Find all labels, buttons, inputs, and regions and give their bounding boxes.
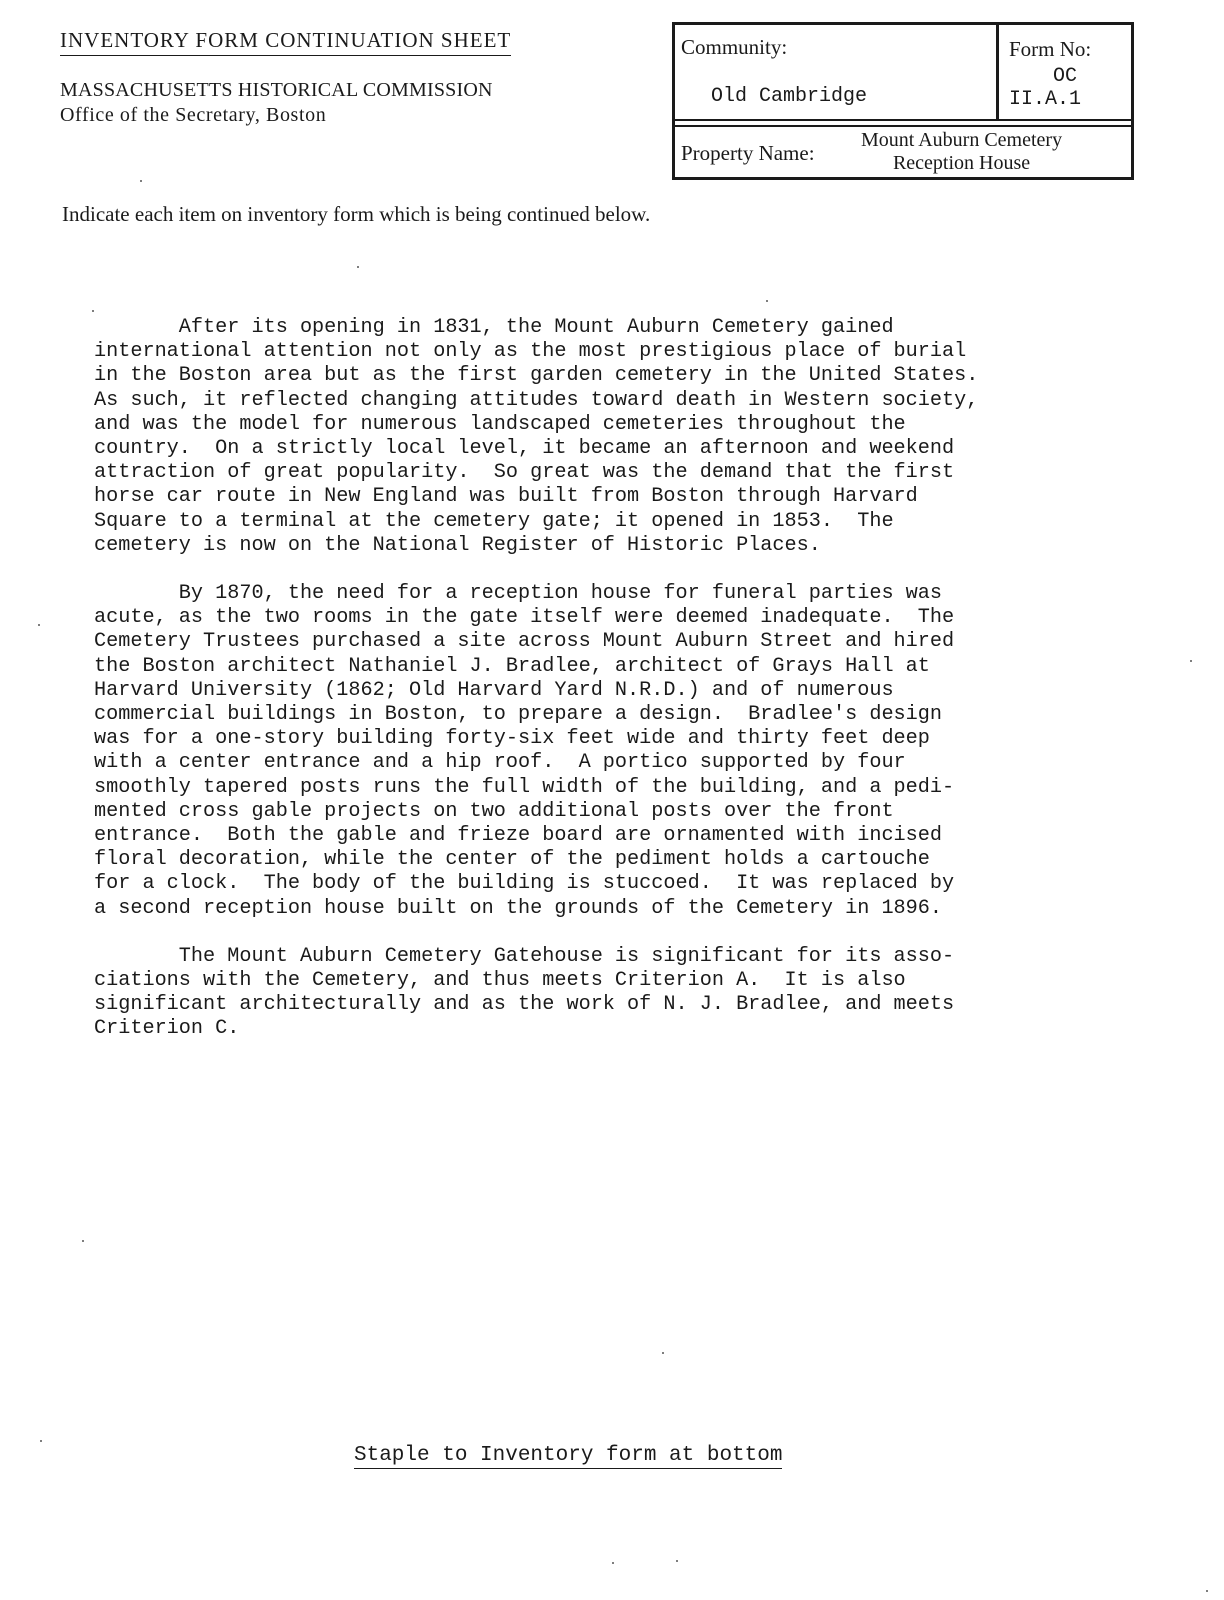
property-name-label: Property Name: [681,141,815,165]
property-name-line-1: Mount Auburn Cemetery [861,129,1063,151]
sheet-title: INVENTORY FORM CONTINUATION SHEET [60,28,511,56]
text-line: was for a one-story building forty-six feet wide and thirty feet deep [94,727,930,751]
community-label: Community: [681,35,788,59]
community-cell [675,25,999,121]
community-value: Old Cambridge [711,85,868,108]
form-number-cell [999,25,1131,121]
text-line: for a clock. The body of the building is stuccoed. It was replaced by [94,872,955,896]
text-line: ciations with the Cemetery, and thus meets Criterion A. It is also [94,969,906,993]
text-line: a second reception house built on the grounds of the Cemetery in 1896. [94,896,943,920]
text-line: international attention not only as the most prestigious place of burial [94,340,967,364]
text-line: mented cross gable projects on two additional posts over the front [94,799,894,823]
text-line: horse car route in New England was built from Boston through Harvard [94,485,918,509]
commission-name: MASSACHUSETTS HISTORICAL COMMISSION [60,79,493,101]
paragraph-reception-house [94,582,1164,921]
form-number-label: Form No: [1009,37,1092,61]
paragraph-significance [94,945,1164,1042]
scan-speck [82,1240,84,1242]
scan-speck [92,310,94,312]
continuation-instruction: Indicate each item on inventory form which is being continued below. [62,202,651,226]
form-number-code: OC [1052,65,1077,88]
text-line: acute, as the two rooms in the gate itself were deemed inadequate. The [94,606,955,630]
text-line: entrance. Both the gable and frieze board are ornamented with incised [94,824,943,848]
scan-speck [766,300,768,302]
text-line: with a center entrance and a hip roof. A portico supported by four [94,751,906,775]
commission-office: Office of the Secretary, Boston [60,104,327,126]
text-line: and was the model for numerous landscaped cemeteries throughout the [94,412,906,436]
text-line: After its opening in 1831, the Mount Auburn Cemetery gained [94,316,894,339]
text-line: the Boston architect Nathaniel J. Bradlee, architect of Grays Hall at [94,654,930,678]
continuation-body [94,316,1164,1066]
scan-speck [1206,1590,1208,1592]
scan-speck [1190,660,1192,662]
text-line: attraction of great popularity. So great was the demand that the first [94,461,955,485]
commission-block [60,78,493,128]
text-line: The Mount Auburn Cemetery Gatehouse is significant for its asso- [94,944,955,968]
text-line: smoothly tapered posts runs the full width of the building, and a pedi- [94,775,955,799]
scan-speck [38,624,40,626]
text-line: in the Boston area but as the first garden cemetery in the United States. [94,364,979,388]
text-line: As such, it reflected changing attitudes toward death in Western society, [94,388,979,412]
text-line: Cemetery Trustees purchased a site across Mount Auburn Street and hired [94,630,955,654]
text-line: country. On a strictly local level, it became an afternoon and weekend [94,437,955,461]
text-line: floral decoration, while the center of the pediment holds a cartouche [94,848,930,872]
text-line: By 1870, the need for a reception house for funeral parties was [94,582,943,606]
scan-speck [357,266,359,268]
scan-speck [662,1352,664,1354]
form-number-section: II.A.1 [1009,88,1082,111]
property-name-line-2: Reception House [892,152,1031,174]
scan-speck [612,1562,614,1564]
property-name-cell [675,125,1131,177]
scan-speck [140,180,142,182]
text-line: Harvard University (1862; Old Harvard Yard N.R.D.) and of numerous [94,678,894,702]
form-info-box [672,22,1134,180]
scan-speck [676,1560,678,1562]
scan-speck [40,1440,42,1442]
paragraph-history [94,316,1164,558]
text-line: cemetery is now on the National Register of Historic Places. [94,533,821,557]
text-line: significant architecturally and as the work of N. J. Bradlee, and meets [94,993,955,1017]
text-line: Square to a terminal at the cemetery gate; it opened in 1853. The [94,509,894,533]
text-line: Criterion C. [94,1017,240,1041]
text-line: commercial buildings in Boston, to prepare a design. Bradlee's design [94,703,943,727]
property-name-value [861,129,1062,175]
staple-instruction: Staple to Inventory form at bottom [354,1444,783,1467]
